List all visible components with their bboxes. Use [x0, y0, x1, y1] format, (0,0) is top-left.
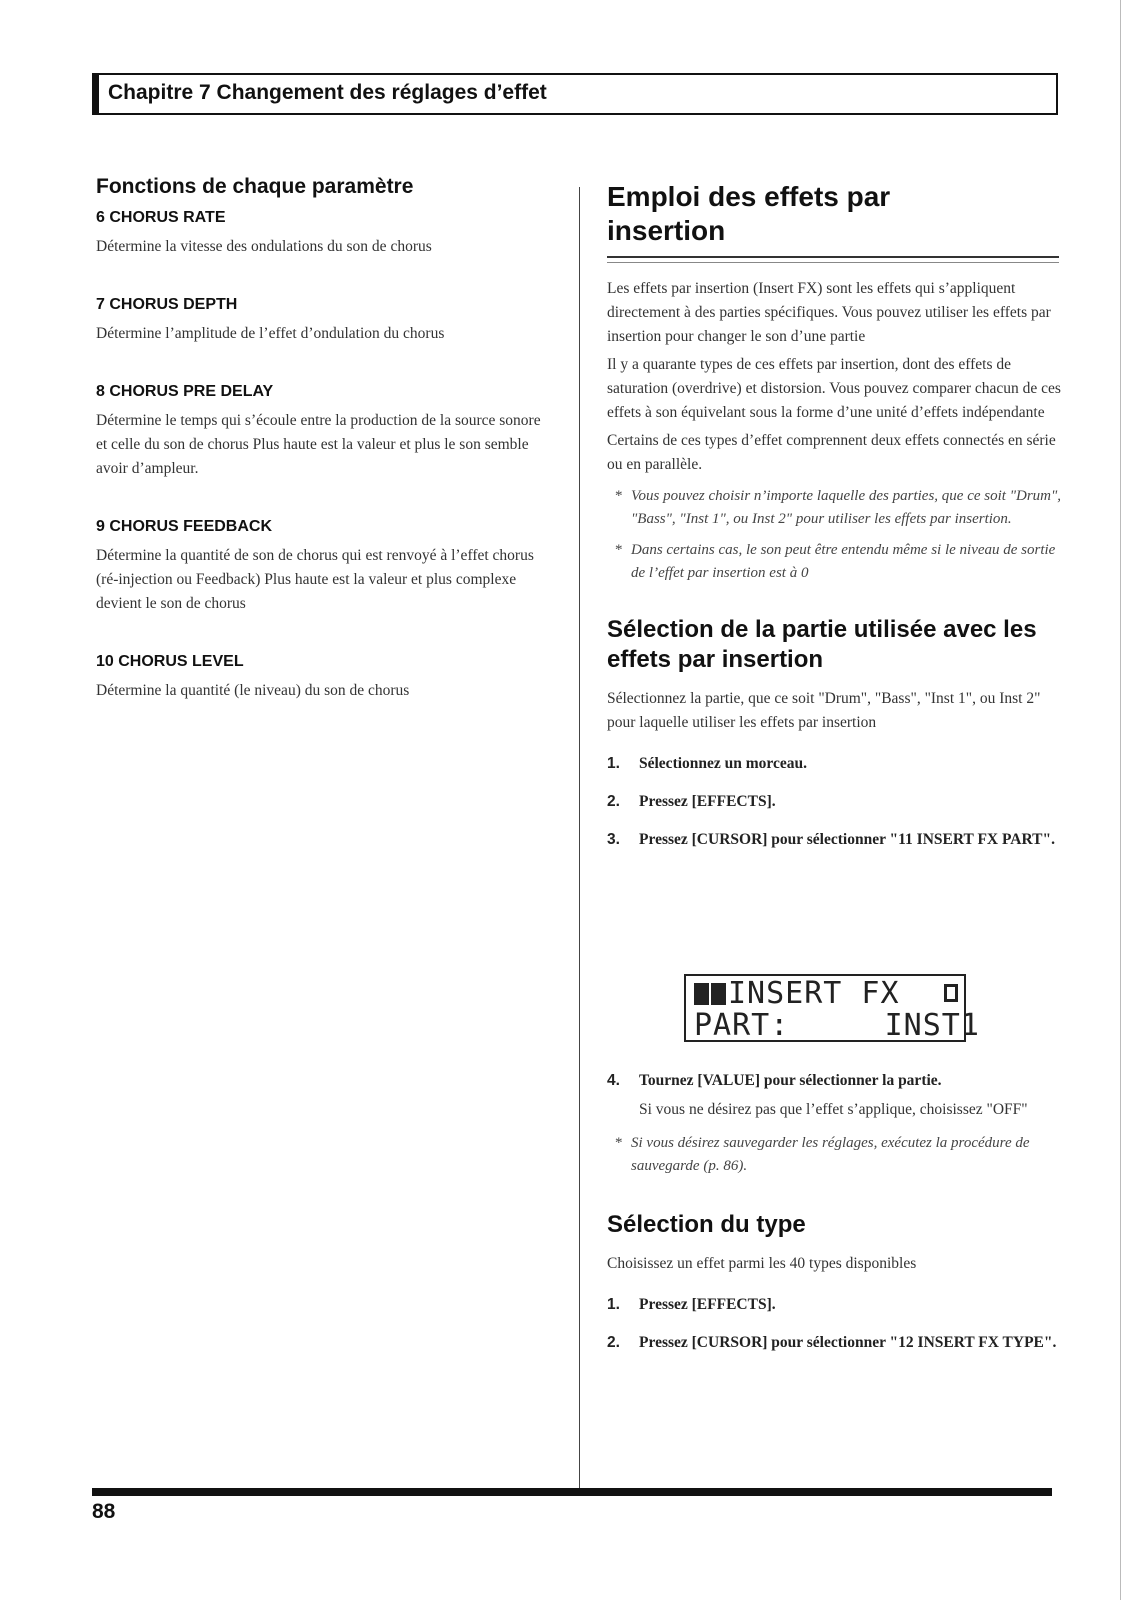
section-title-parameters: Fonctions de chaque paramètre: [96, 175, 414, 198]
type-step-1: [607, 1294, 1067, 1316]
param-title: 7 CHORUS DEPTH: [96, 296, 238, 313]
page-edge-line: [1120, 0, 1121, 1600]
lcd-line-2-right: INST1: [884, 1008, 980, 1043]
note-text: Vous pouvez choisir n’importe laquelle des parties, que ce soit "Drum", "Bass", "Inst 1", ou Inst 2" pour utiliser les effets par insertion.: [631, 488, 1062, 527]
step-number: 4.: [607, 1072, 620, 1089]
param-description: Détermine le temps qui s’écoule entre la production de la source sonore et celle du son de chorus Plus haute est la valeur et plus le son semble avoir d’ampleur.: [96, 412, 541, 477]
lcd-line-1-text: INSERT FX: [728, 976, 900, 1011]
chapter-title: Chapitre 7 Changement des réglages d’effet: [108, 81, 547, 104]
step-number: 1.: [607, 755, 620, 772]
param-title: 8 CHORUS PRE DELAY: [96, 383, 274, 400]
step-text: Pressez [EFFECTS].: [639, 793, 776, 810]
step-text: Pressez [CURSOR] pour sélectionner "11 INSERT FX PART".: [639, 831, 1055, 848]
right-column: [607, 180, 1067, 867]
asterisk-icon: *: [615, 542, 623, 558]
step-text: Pressez [CURSOR] pour sélectionner "12 INSERT FX TYPE".: [639, 1334, 1057, 1351]
lcd-block-icon: [694, 983, 709, 1005]
step-2: [607, 791, 1067, 813]
note: [607, 1132, 1067, 1178]
param-title: 10 CHORUS LEVEL: [96, 653, 244, 670]
lcd-line-1: [694, 978, 964, 1010]
param-title: 9 CHORUS FEEDBACK: [96, 518, 273, 535]
chapter-header-bar: [94, 75, 99, 113]
step-text: Pressez [EFFECTS].: [639, 1296, 776, 1313]
param-chorus-level: [96, 653, 546, 703]
step-number: 1.: [607, 1296, 620, 1313]
step-4-detail: Si vous ne désirez pas que l’effet s’applique, choisissez "OFF": [639, 1101, 1028, 1118]
intro-paragraph: Les effets par insertion (Insert FX) sont les effets qui s’appliquent directement à des parties spécifiques. Vous pouvez utiliser les effets par insertion pour changer le son d’une partie: [607, 280, 1051, 345]
note-text: Dans certains cas, le son peut être entendu même si le niveau de sortie de l’effet par insertion est à 0: [631, 542, 1056, 581]
step-number: 2.: [607, 793, 620, 810]
type-step-2: [607, 1332, 1067, 1354]
asterisk-icon: *: [615, 1135, 623, 1151]
lcd-display: [684, 974, 980, 1043]
step-4: [607, 1070, 1067, 1092]
param-title: 6 CHORUS RATE: [96, 209, 226, 226]
chapter-header: [92, 73, 1058, 115]
main-title: Emploi des effets par insertion: [607, 181, 891, 246]
right-column-lower: [607, 1070, 1067, 1370]
step-text: Tournez [VALUE] pour sélectionner la partie.: [639, 1072, 942, 1089]
note: [607, 539, 1067, 585]
param-description: Détermine la quantité de son de chorus qui est renvoyé à l’effet chorus (ré-injection ou Feedback) Plus haute est la valeur et plus complexe devient le son de chorus: [96, 547, 534, 612]
step-1: [607, 753, 1067, 775]
column-divider: [579, 187, 580, 1492]
note-text: Si vous désirez sauvegarder les réglages, exécutez la procédure de sauvegarde (p. 86).: [631, 1135, 1030, 1174]
step-text: Sélectionnez un morceau.: [639, 755, 808, 772]
select-part-intro: Sélectionnez la partie, que ce soit "Drum", "Bass", "Inst 1", ou Inst 2" pour laquelle utiliser les effets par insertion: [607, 690, 1041, 731]
intro-paragraph: Certains de ces types d’effet comprennent deux effets connectés en série ou en parallèle.: [607, 432, 1056, 473]
lcd-line-2: [694, 1008, 980, 1043]
param-chorus-depth: [96, 296, 546, 346]
left-column: [96, 175, 546, 740]
lcd-line-2-left: PART:: [694, 1008, 790, 1043]
asterisk-icon: *: [615, 488, 623, 504]
lcd-block-icon: [711, 983, 726, 1005]
lcd-corner-icon: [944, 984, 958, 1002]
step-3: [607, 829, 1067, 851]
step-number: 3.: [607, 831, 620, 848]
param-chorus-pre-delay: [96, 383, 546, 481]
param-chorus-feedback: [96, 518, 546, 616]
heading-select-type: Sélection du type: [607, 1211, 806, 1238]
param-description: Détermine la vitesse des ondulations du son de chorus: [96, 238, 432, 255]
intro-paragraph: Il y a quarante types de ces effets par insertion, dont des effets de saturation (overdrive) et distorsion. Vous pouvez comparer chacun de ces effets à son équivelant sous la forme d’une unité d’effets indépendante: [607, 356, 1061, 421]
title-rule: [607, 256, 1059, 263]
param-description: Détermine l’amplitude de l’effet d’ondulation du chorus: [96, 325, 445, 342]
heading-select-part: Sélection de la partie utilisée avec les effets par insertion: [607, 616, 1037, 673]
select-type-intro: Choisissez un effet parmi les 40 types disponibles: [607, 1255, 917, 1272]
param-chorus-rate: [96, 209, 546, 259]
note: [607, 485, 1067, 531]
page-number: 88: [92, 1500, 116, 1523]
param-description: Détermine la quantité (le niveau) du son de chorus: [96, 682, 410, 699]
footer-rule: [92, 1488, 1052, 1496]
step-number: 2.: [607, 1334, 620, 1351]
